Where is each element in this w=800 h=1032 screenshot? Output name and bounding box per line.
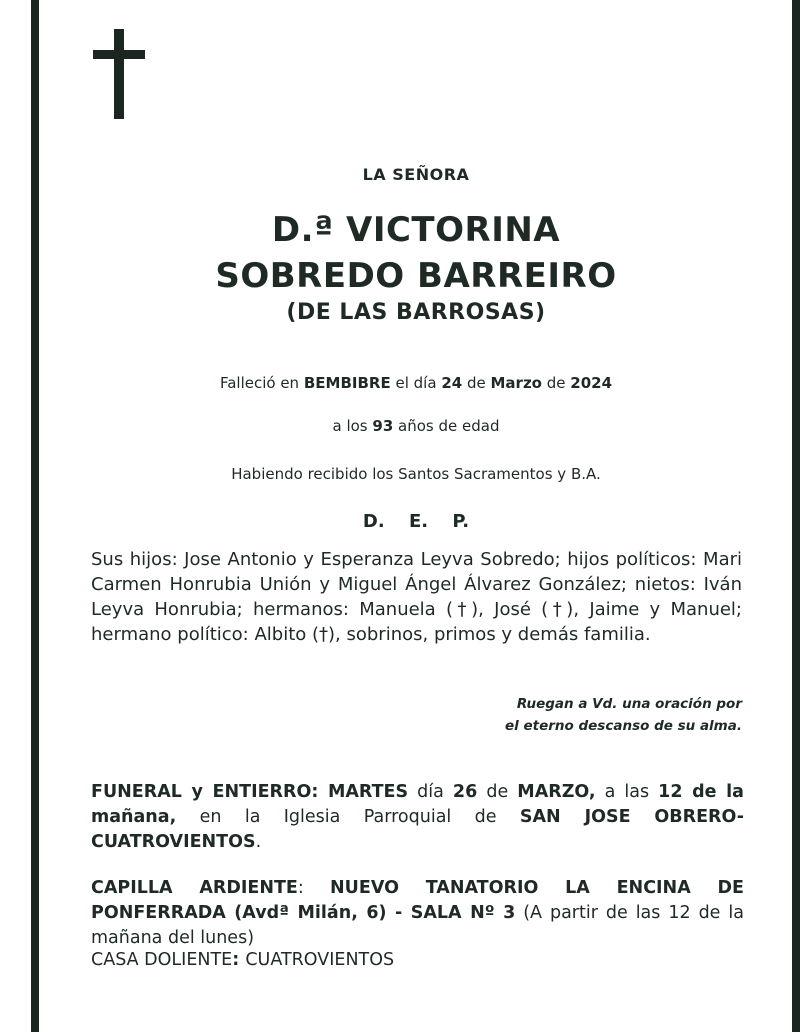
deceased-name-line1: D.ª VICTORINA	[271, 210, 561, 250]
family-text: Sus hijos: Jose Antonio y Esperanza Leyva Sobredo; hijos políticos: Mari Carmen Honrubia Unión y Miguel Ángel Álvarez González; nietos: Iván Leyva Honrubia; hermanos: Manuela (†), José (†), Jaime y Manuel; hermano político: Albito (†), sobrinos, primos y demás familia.	[91, 549, 742, 645]
age-value: 93	[372, 417, 394, 435]
dep-text: D. E. P.	[362, 511, 470, 532]
chapel-info: CAPILLA ARDIENTE: NUEVO TANATORIO LA ENCINA DE PONFERRADA (Avdª Milán, 6) - SALA Nº 3 (A partir de las 12 de la mañana del lunes)	[91, 878, 744, 948]
deceased-alias: (DE LAS BARROSAS)	[286, 300, 546, 325]
prayer-line1: Ruegan a Vd. una oración por	[516, 696, 742, 712]
prayer-request	[342, 693, 742, 737]
death-month: Marzo	[490, 374, 542, 392]
death-year: 2024	[570, 374, 613, 392]
church-name: SAN JOSE OBRERO-CUATROVIENTOS	[91, 807, 744, 852]
left-border	[31, 0, 39, 1032]
death-info: Falleció en BEMBIBRE el día 24 de Marzo de 2024	[219, 374, 613, 392]
title-la-senora: LA SEÑORA	[362, 165, 470, 184]
chapel-place: NUEVO TANATORIO LA ENCINA DE PONFERRADA (Avdª Milán, 6) - SALA Nº 3	[91, 878, 744, 923]
prayer-line2: el eterno descanso de su alma.	[505, 718, 742, 734]
cross-icon	[93, 29, 145, 119]
deceased-name-line2: SOBREDO BARREIRO	[215, 256, 617, 296]
mourning-house: CASA DOLIENTE: CUATROVIENTOS	[91, 950, 395, 970]
sacraments-text: Habiendo recibido los Santos Sacramentos y B.A.	[231, 465, 601, 483]
funeral-info: FUNERAL y ENTIERRO: MARTES día 26 de MARZO, a las 12 de la mañana, en la Iglesia Parroquial de SAN JOSE OBRERO-CUATROVIENTOS.	[91, 782, 744, 852]
death-day: 24	[441, 374, 463, 392]
right-border	[792, 0, 800, 1032]
age-info: a los 93 años de edad	[332, 417, 500, 435]
death-place: BEMBIBRE	[303, 374, 391, 392]
